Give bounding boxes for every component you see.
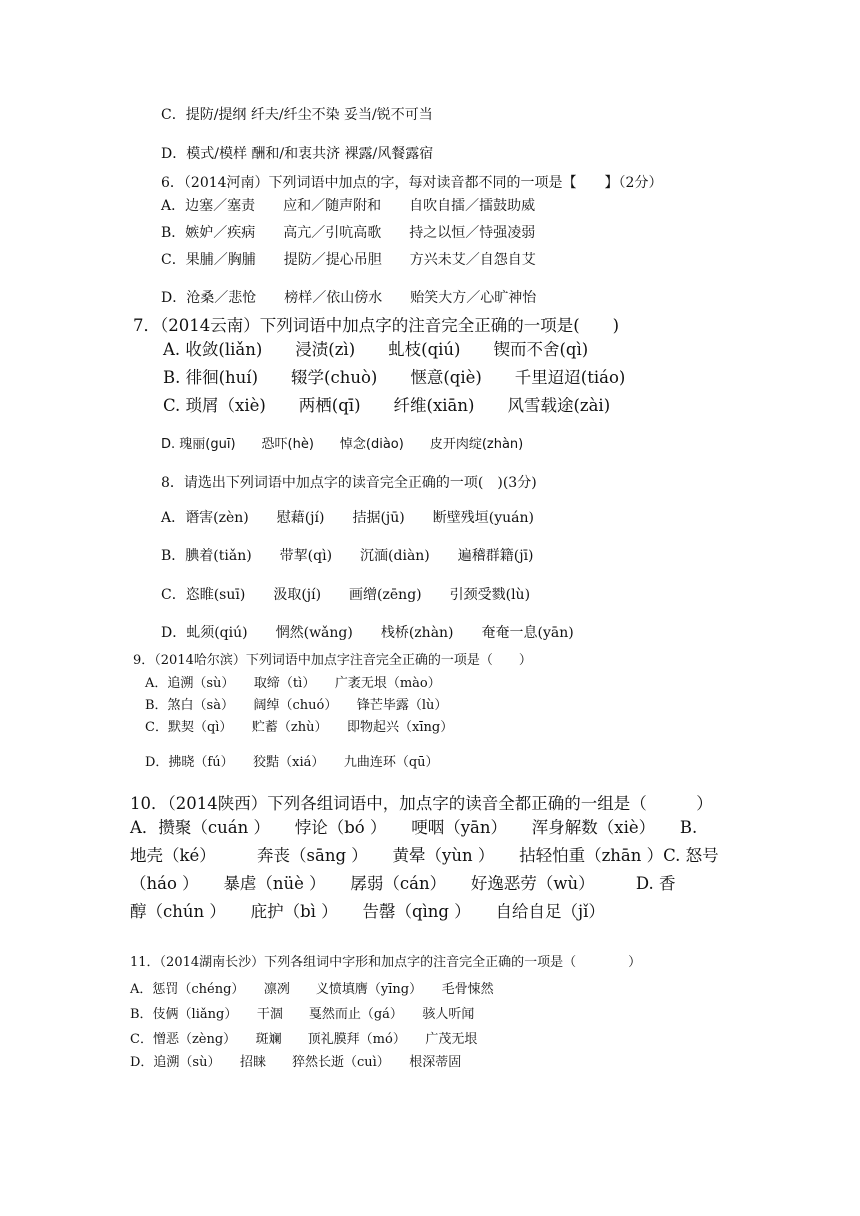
q11-option-d: D．追溯（sù） 招睐 猝然长逝（cuì） 根深蒂固 <box>130 1055 462 1070</box>
q6-option-a: A．边塞／塞责 应和／随声附和 自吹自擂／擂鼓助威 <box>161 198 536 214</box>
q10-line-2: 地壳（ké） 奔丧（sāng ） 黄晕（yùn ） 拈轻怕重（zhān ）C. 怒号 <box>130 846 719 865</box>
q7-option-c: C. 琐屑（xiè) 两栖(qī) 纤维(xiān) 风雪载途(zài) <box>163 396 611 415</box>
q8-stem: 8．请选出下列词语中加点字的读音完全正确的一项( )(3分) <box>161 475 537 491</box>
q6-stem: 6．（2014河南）下列词语中加点的字，每对读音都不同的一项是【 】（2分） <box>161 175 663 191</box>
q7-option-a: A. 收敛(liǎn) 浸渍(zì) 虬枝(qiú) 锲而不舍(qì) <box>163 340 589 359</box>
q8-option-b: B．腆着(tiǎn) 带挈(qì) 沉湎(diàn) 遍稽群籍(jī) <box>161 548 534 564</box>
q10-line-1: A．攒聚（cuán ） 悖论（bó ） 哽咽（yān） 浑身解数（xiè） B. <box>130 818 698 837</box>
q10-stem: 10．（2014陕西）下列各组词语中，加点字的读音全都正确的一组是（ ） <box>130 794 713 813</box>
q7-stem: 7．（2014云南）下列词语中加点字的注音完全正确的一项是( ) <box>133 316 620 335</box>
q9-option-a: A．追溯（sù） 取缔（tì） 广袤无垠（mào） <box>145 676 441 691</box>
q9-stem: 9．（2014哈尔滨）下列词语中加点字注音完全正确的一项是（ ） <box>133 653 532 668</box>
q9-option-c: C．默契（qì） 贮蓄（zhù） 即物起兴（xīng） <box>145 720 454 735</box>
q6-option-b: B．嫉妒／疾病 高亢／引吭高歌 持之以恒／恃强凌弱 <box>161 225 536 241</box>
q5-option-c: C．提防/提纲 纤夫/纤尘不染 妥当/锐不可当 <box>161 107 433 123</box>
q10-line-3: （háo ） 暴虐（nüè ） 孱弱（cán） 好逸恶劳（wù） D. 香 <box>130 874 676 893</box>
q9-option-b: B．煞白（sà） 阔绰（chuó） 锋芒毕露（lù） <box>145 698 448 713</box>
q11-option-b: B．伎俩（liǎng） 干涸 戛然而止（gá） 骇人听闻 <box>130 1007 475 1022</box>
q7-option-b: B. 徘徊(huí) 辍学(chuò) 惬意(qiè) 千里迢迢(tiáo) <box>163 368 626 387</box>
q9-option-d: D．拂晓（fú） 狡黠（xiá） 九曲连环（qū） <box>145 755 439 770</box>
q8-option-c: C．恣睢(suī) 汲取(jí) 画缯(zēng) 引颈受戮(lù) <box>161 587 531 603</box>
q6-option-c: C．果脯／胸脯 提防／提心吊胆 方兴未艾／自怨自艾 <box>161 252 536 268</box>
q11-option-c: C．憎恶（zèng） 斑斓 顶礼膜拜（mó） 广茂无垠 <box>130 1032 478 1047</box>
q5-option-d: D．模式/模样 酬和/和衷共济 裸露/风餐露宿 <box>161 146 434 162</box>
q7-option-d: D. 瑰丽(guī) 恐吓(hè) 悼念(diào) 皮开肉绽(zhàn) <box>161 437 524 452</box>
q8-option-d: D．虬须(qiú) 惘然(wǎng) 栈桥(zhàn) 奄奄一息(yān) <box>161 625 574 641</box>
q6-option-d: D．沧桑／悲怆 榜样／依山傍水 贻笑大方／心旷神怡 <box>161 290 537 306</box>
q11-stem: 11．（2014湖南长沙）下列各组词中字形和加点字的注音完全正确的一项是（ ） <box>130 955 642 970</box>
q10-line-4: 醇（chún ） 庇护（bì ） 告罄（qìng ） 自给自足（jǐ） <box>130 902 605 921</box>
q11-option-a: A．惩罚（chéng） 凛冽 义愤填膺（yīng） 毛骨悚然 <box>130 982 494 997</box>
q8-option-a: A．谮害(zèn) 慰藉(jí) 拮据(jū) 断壁残垣(yuán) <box>161 510 534 526</box>
